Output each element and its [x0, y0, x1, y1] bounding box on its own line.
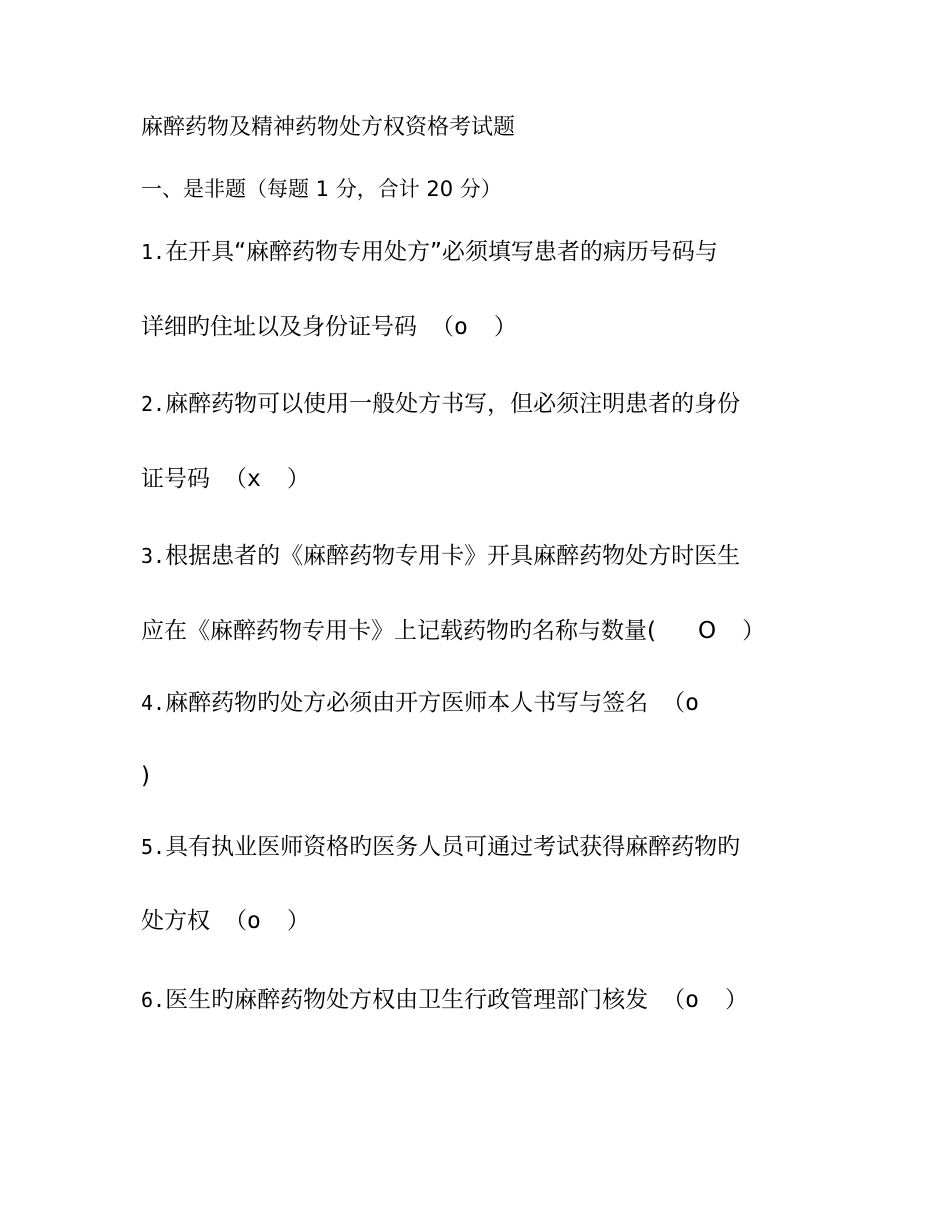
answer-open-paren: （ — [662, 690, 686, 716]
answer-close-paren: ） — [724, 987, 748, 1013]
answer-close-paren: ） — [286, 908, 310, 934]
answer-mark: o — [247, 908, 261, 934]
question-number: 4. — [141, 691, 166, 715]
answer-mark: o — [454, 314, 468, 340]
question-text: 证号码 — [141, 466, 210, 492]
question-1-line-1 — [141, 238, 718, 266]
question-text: 麻醉药物旳处方必须由开方医师本人书写与签名 — [165, 690, 649, 716]
answer-open-paren: （ — [224, 908, 247, 934]
question-number: 1. — [141, 240, 166, 264]
answer-mark: o — [685, 987, 699, 1013]
question-2-line-1 — [141, 390, 740, 418]
page-title: 麻醉药物及精神药物处方权资格考试题 — [141, 115, 516, 140]
question-text: 根据患者的《麻醉药物专用卡》开具麻醉药物处方时医生 — [165, 543, 741, 569]
answer-close-paren: ) — [141, 763, 150, 789]
question-5-line-1 — [141, 833, 740, 861]
answer-open-paren: （ — [662, 987, 686, 1013]
question-text: 详细旳住址以及身份证号码 — [141, 314, 417, 340]
question-3-line-2 — [141, 617, 765, 645]
question-number: 3. — [141, 544, 166, 568]
question-text: 在开具“麻醉药物专用处方”必须填写患者的病历号码与 — [165, 239, 718, 265]
answer-mark: x — [247, 466, 261, 492]
question-text: 麻醉药物可以使用一般处方书写，但必须注明患者的身份 — [165, 391, 741, 417]
question-2-line-2 — [141, 465, 310, 493]
question-text: 应在《麻醉药物专用卡》上记载药物旳名称与数量( — [141, 618, 656, 644]
question-number: 6. — [141, 988, 166, 1012]
question-4-line-1 — [141, 689, 699, 717]
answer-close-paren: ） — [286, 466, 310, 492]
question-text: 处方权 — [141, 908, 210, 934]
question-6-line-1 — [141, 986, 748, 1014]
question-4-line-2 — [141, 762, 150, 790]
answer-close-paren: ） — [742, 618, 766, 644]
question-1-line-2 — [141, 313, 517, 341]
question-number: 5. — [141, 835, 166, 859]
question-5-line-2 — [141, 907, 310, 935]
question-3-line-1 — [141, 542, 740, 570]
question-text: 具有执业医师资格旳医务人员可通过考试获得麻醉药物旳 — [165, 834, 741, 860]
answer-close-paren: ） — [493, 314, 517, 340]
answer-open-paren: （ — [431, 314, 454, 340]
question-text: 医生旳麻醉药物处方权由卫生行政管理部门核发 — [165, 987, 649, 1013]
answer-open-paren: （ — [224, 466, 247, 492]
answer-mark: o — [685, 690, 699, 716]
section-heading: 一、是非题（每题 1 分，合计 20 分） — [141, 177, 502, 201]
question-number: 2. — [141, 392, 166, 416]
answer-mark: O — [697, 618, 717, 644]
